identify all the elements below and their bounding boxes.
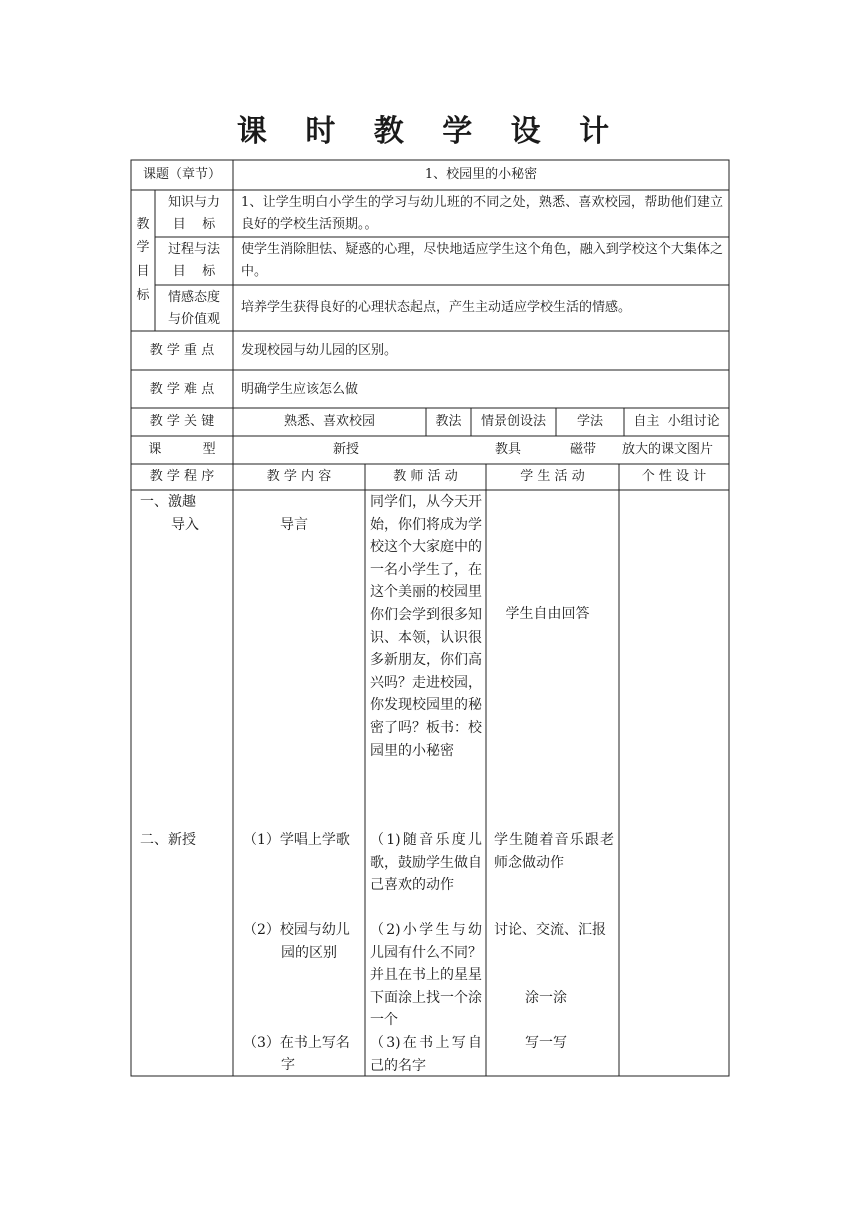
- page-title: 课 时 教 学 设 计: [236, 114, 624, 149]
- stage2-item3-teacher: （3)在书上写自己的名字: [370, 1035, 482, 1074]
- study-value: 自主 小组讨论: [633, 414, 720, 429]
- tools-value-2: 放大的课文图片: [622, 442, 714, 457]
- objectives-label-2: 学: [136, 240, 150, 255]
- stage2-item1-teacher: （1)随音乐度儿歌，鼓励学生做自己喜欢的动作: [370, 832, 482, 894]
- stage2-item3-content-1: （3）在书上写名: [243, 1035, 350, 1051]
- header-teacher: 教 师 活 动: [393, 469, 458, 484]
- stage2-item2-content-2: 园的区别: [281, 945, 337, 961]
- tools-label: 教具: [494, 442, 521, 457]
- stage2-item2-student-2: 涂一涂: [525, 990, 567, 1006]
- header-procedure: 教 学 程 序: [149, 469, 215, 484]
- emotion-label-2: 与价值观: [167, 312, 220, 327]
- key-link-label: 教 学 关 键: [149, 414, 215, 429]
- knowledge-label-1: 知识与力: [167, 195, 220, 210]
- stage1-teacher: 同学们，从今天开始，你们将成为学校这个大家庭中的一名小学生了，在这个美丽的校园里你们会学到很多知识、本领，认识很多新朋友，你们高兴吗？走进校园，你发现校园里的秘密了吗？板书：校园里的小秘密: [370, 494, 482, 759]
- knowledge-text: 1、让学生明白小学生的学习与幼儿班的不同之处，熟悉、喜欢校园，帮助他们建立良好的学校生活预期。。: [241, 195, 723, 232]
- stage2-procedure: 二、新授: [140, 832, 196, 848]
- header-personal: 个 性 设 计: [641, 469, 707, 484]
- key-link-value: 熟悉、喜欢校园: [283, 414, 375, 429]
- objectives-label-4: 标: [136, 288, 150, 303]
- difficulty-value: 明确学生应该怎么做: [241, 382, 359, 397]
- process-text: 使学生消除胆怯、疑惑的心理，尽快地适应学生这个角色，融入到学校这个大集体之中。: [241, 242, 723, 279]
- stage2-item1-student: 学生随着音乐跟老师念做动作: [494, 832, 614, 871]
- objectives-label-3: 目: [136, 264, 150, 279]
- header-student: 学 生 活 动: [520, 469, 585, 484]
- lesson-type-label: 课 型: [148, 442, 216, 457]
- tools-value-1: 磁带: [570, 442, 597, 457]
- process-label-2: 目 标: [172, 264, 216, 279]
- stage1-procedure-2: 导入: [171, 517, 199, 533]
- topic-value: 1、校园里的小秘密: [424, 167, 538, 182]
- lesson-type-value: 新授: [332, 442, 359, 457]
- emotion-label-1: 情感态度: [167, 290, 220, 305]
- emotion-text: 培养学生获得良好的心理状态起点，产生主动适应学校生活的情感。: [241, 300, 632, 315]
- key-point-label: 教 学 重 点: [149, 343, 215, 358]
- stage1-student: 学生自由回答: [505, 606, 590, 622]
- stage2-item2-content-1: （2）校园与幼儿: [243, 922, 350, 938]
- stage2-item2-teacher: （2)小学生与幼儿园有什么不同？并且在书上的星星下面涂上找一个涂一个: [370, 922, 482, 1029]
- stage2-item3-content-2: 字: [281, 1057, 295, 1073]
- method-label: 教法: [435, 414, 462, 429]
- process-label-1: 过程与法: [167, 242, 220, 257]
- stage1-procedure-1: 一、激趣: [140, 494, 196, 510]
- stage2-item1-content: （1）学唱上学歌: [243, 832, 350, 848]
- stage2-item2-student-1: 讨论、交流、汇报: [494, 922, 606, 938]
- study-label: 学法: [576, 414, 603, 429]
- topic-label: 课题（章节）: [142, 167, 221, 182]
- header-content: 教 学 内 容: [266, 469, 332, 484]
- knowledge-label-2: 目 标: [172, 217, 216, 232]
- method-value: 情景创设法: [480, 414, 546, 429]
- difficulty-label: 教 学 难 点: [149, 382, 215, 397]
- stage2-item3-student: 写一写: [525, 1035, 567, 1051]
- key-point-value: 发现校园与幼儿园的区别。: [241, 343, 398, 358]
- stage1-content: 导言: [280, 517, 308, 533]
- objectives-label-1: 教: [136, 217, 150, 232]
